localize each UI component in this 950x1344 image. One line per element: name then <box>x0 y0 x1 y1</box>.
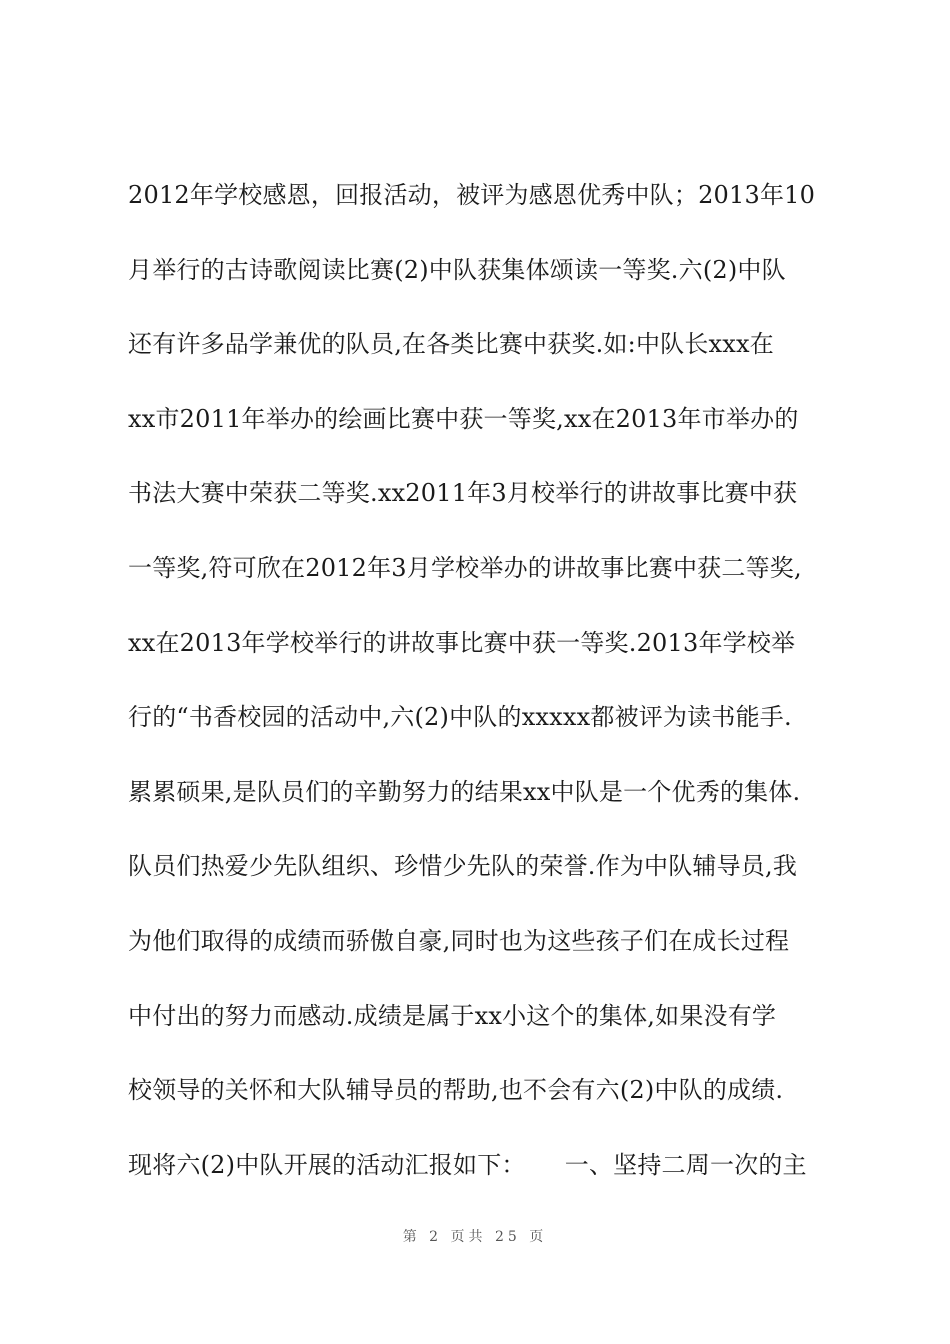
page-number-footer: 第 2 页共 25 页 <box>402 1229 548 1245</box>
text-line: 还有许多品学兼优的队员,在各类比赛中获奖.如:中队长xxx在 <box>128 330 774 359</box>
text-line: xx在2013年学校举行的讲故事比赛中获一等奖.2013年学校举 <box>128 628 796 657</box>
text-line: 累累硕果,是队员们的辛勤努力的结果xx中队是一个优秀的集体. <box>128 777 801 806</box>
text-line: 2012年学校感恩，回报活动，被评为感恩优秀中队；2013年10 <box>128 181 816 209</box>
text-line: 现将六(2)中队开展的活动汇报如下： 一、坚持二周一次的主 <box>128 1150 807 1179</box>
text-line: 行的“书香校园的活动中,六(2)中队的xxxxx都被评为读书能手. <box>128 703 792 732</box>
body-text <box>128 170 848 1214</box>
text-line: 队员们热爱少先队组织、珍惜少先队的荣誉.作为中队辅导员,我 <box>128 852 798 881</box>
text-line: 中付出的努力而感动.成绩是属于xx小这个的集体,如果没有学 <box>128 1001 777 1030</box>
text-line: 月举行的古诗歌阅读比赛(2)中队获集体颂读一等奖.六(2)中队 <box>128 255 786 284</box>
text-line: 一等奖,符可欣在2012年3月学校举办的讲故事比赛中获二等奖, <box>128 553 802 582</box>
text-line: 书法大赛中荣获二等奖.xx2011年3月校举行的讲故事比赛中获 <box>128 479 798 508</box>
text-line: xx市2011年举办的绘画比赛中获一等奖,xx在2013年市举办的 <box>128 404 799 433</box>
text-line: 为他们取得的成绩而骄傲自豪,同时也为这些孩子们在成长过程 <box>128 926 790 955</box>
text-line: 校领导的关怀和大队辅导员的帮助,也不会有六(2)中队的成绩. <box>128 1076 784 1105</box>
